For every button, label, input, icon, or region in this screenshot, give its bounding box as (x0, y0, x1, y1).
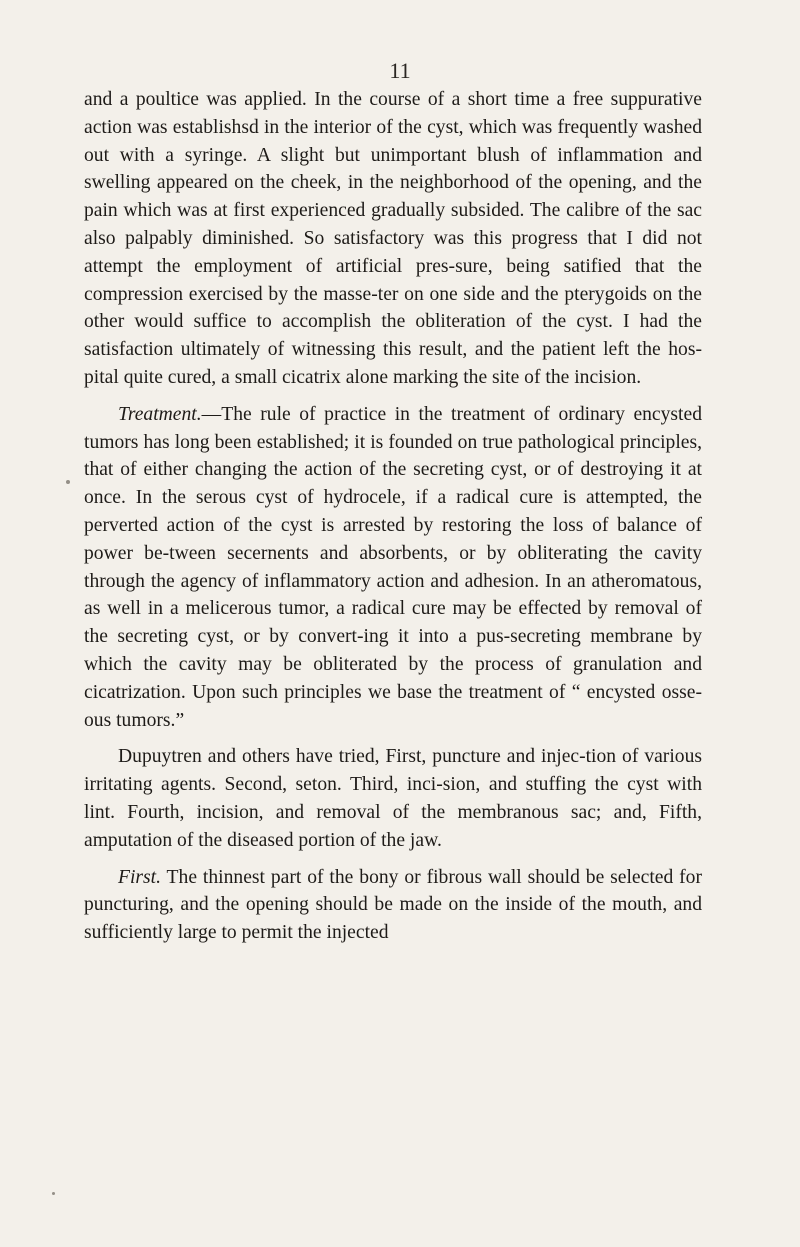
section-lead: Treatment. (118, 403, 202, 425)
paper-speck (66, 480, 70, 484)
paragraph-text: Dupuytren and others have tried, First, puncture and injec-tion of various irritating agents. Second, seton. Third, inci-sion, and stuffing the cyst with lint. Fourth, incision, and removal of the membranous sac; and, Fifth, amputation of the diseased portion of the jaw. (84, 746, 702, 851)
paper-speck (52, 1192, 55, 1195)
paragraph-text: and a poultice was applied. In the course of a short time a free suppurative action was establishsd in the interior of the cyst, which was frequently washed out with a syringe. A slight but unimportant blush of inflammation and swelling appeared on the cheek, in the neighborhood of the opening, and the pain which was at first experienced gradually subsided. The calibre of the sac also palpably diminished. So satisfactory was this progress that I did not attempt the employment of artificial pres-sure, being satified that the compression exercised by the masse-ter on one side and the pterygoids on the other would suffice to accomplish the obliteration of the cyst. I had the satisfaction ultimately of witnessing this result, and the patient left the hos-pital quite cured, a small cicatrix alone marking the site of the incision. (84, 89, 702, 388)
paragraph-text: The thinnest part of the bony or fibrous wall should be selected for puncturing, and the opening should be made on the inside of the mouth, and sufficiently large to permit the injected (84, 866, 702, 944)
paragraph-treatment (84, 401, 702, 735)
paragraph-methods (84, 743, 702, 854)
paragraph-continuation (84, 86, 702, 392)
paragraph-first (84, 864, 702, 947)
page-number: 11 (389, 58, 411, 83)
body-text (84, 86, 702, 956)
paragraph-text: —The rule of practice in the treatment of ordinary encysted tumors has long been established; it is founded on true pathological principles, that of either changing the action of the secreting cyst, or of destroying it at once. In the serous cyst of hydrocele, if a radical cure is attempted, the perverted action of the cyst is arrested by restoring the loss of balance of power be-tween secernents and absorbents, or by obliterating the cavity through the agency of inflammatory action and adhesion. In an atheromatous, as well in a melicerous tumor, a radical cure may be effected by removal of the secreting cyst, or by convert-ing it into a pus-secreting membrane by which the cavity may be obliterated by the process of granulation and cicatrization. Upon such principles we base the treatment of “ encysted osse-ous tumors.” (84, 403, 702, 731)
section-lead: First. (118, 866, 162, 888)
